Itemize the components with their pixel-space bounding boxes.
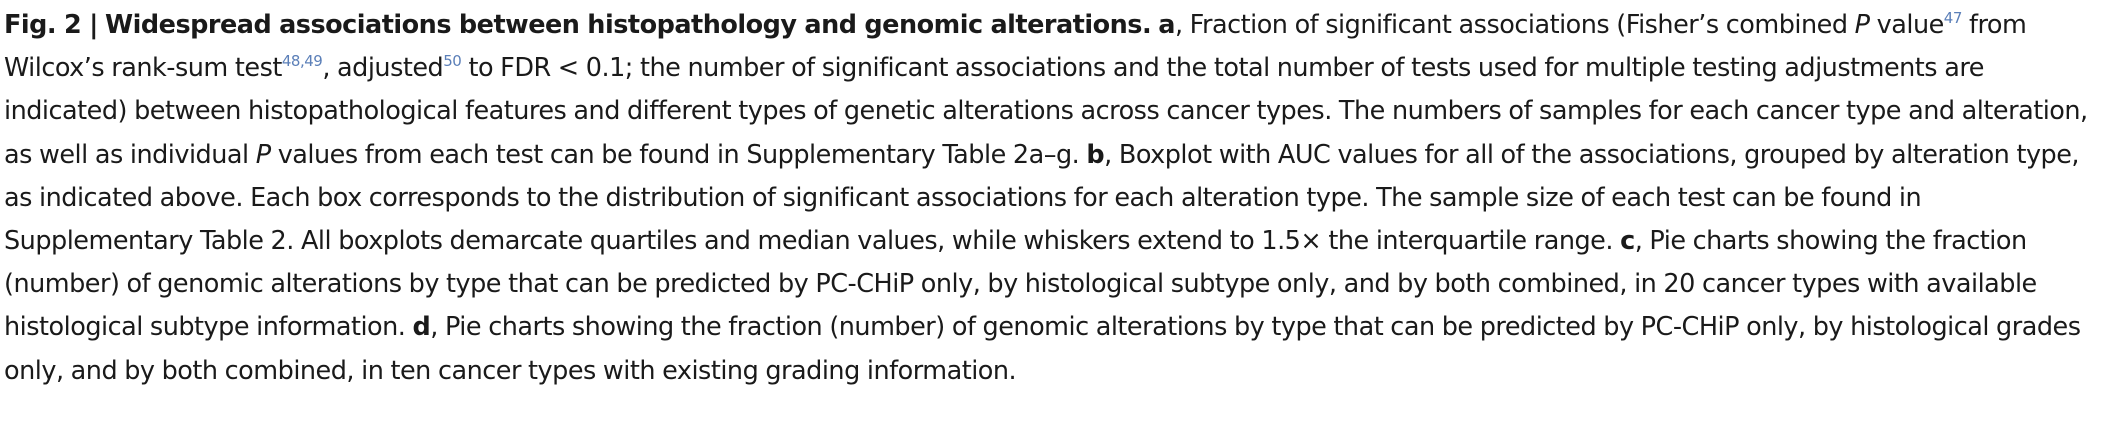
reference-48-49[interactable]: 48,49 (281, 52, 323, 71)
panel-a-text-6: values from each test can be found in Supplementary Table 2a–g. (270, 139, 1087, 170)
reference-50[interactable]: 50 (443, 52, 462, 71)
panel-a-text-3: from Wilcox’s rank-sum test (4, 10, 2027, 84)
panel-a-letter: a (1158, 10, 1175, 40)
panel-a-text-1: , Fraction of significant associations (Fisher’s combined (1174, 10, 1855, 40)
figure-title: Widespread associations between histopathology and genomic alterations. (105, 10, 1152, 40)
panel-b-letter: b (1086, 139, 1105, 170)
p-symbol: P (255, 139, 271, 170)
panel-a-text-2: value (1869, 10, 1944, 40)
panel-d-text: , Pie charts showing the fraction (number) of genomic alterations by type that can be predicted by PC-CHiP only, by histological grades only, and by both combined, in ten cancer types with existing grading information. (4, 312, 2081, 386)
figure-caption (4, 4, 2098, 393)
panel-c-letter: c (1620, 226, 1635, 257)
reference-47[interactable]: 47 (1943, 9, 1962, 27)
panel-a-text-4: , adjusted (322, 53, 444, 84)
panel-b-text: , Boxplot with AUC values for all of the associations, grouped by alteration type, as indicated above. Each box corresponds to the distribution of significant associations for each alteration type. The sample size of each test can be found in Supplementary Table 2. All boxplots demarcate quartiles and median values, while whiskers extend to 1.5× the interquartile range. (4, 139, 2080, 257)
panel-d-letter: d (412, 312, 431, 343)
p-symbol: P (1854, 10, 1870, 40)
panel-c-text: , Pie charts showing the fraction (number) of genomic alterations by type that can be predicted by PC-CHiP only, by histological subtype only, and by both combined, in 20 cancer types with available histological subtype information. (4, 226, 2037, 343)
panel-a-text-5: to FDR < 0.1; the number of significant associations and the total number of tests used for multiple testing adjustments are indicated) between histopathological features and different types of genetic alterations across cancer types. The numbers of samples for each cancer type and alteration, as well as individual (4, 53, 2088, 170)
figure-label: Fig. 2 | (4, 10, 98, 40)
